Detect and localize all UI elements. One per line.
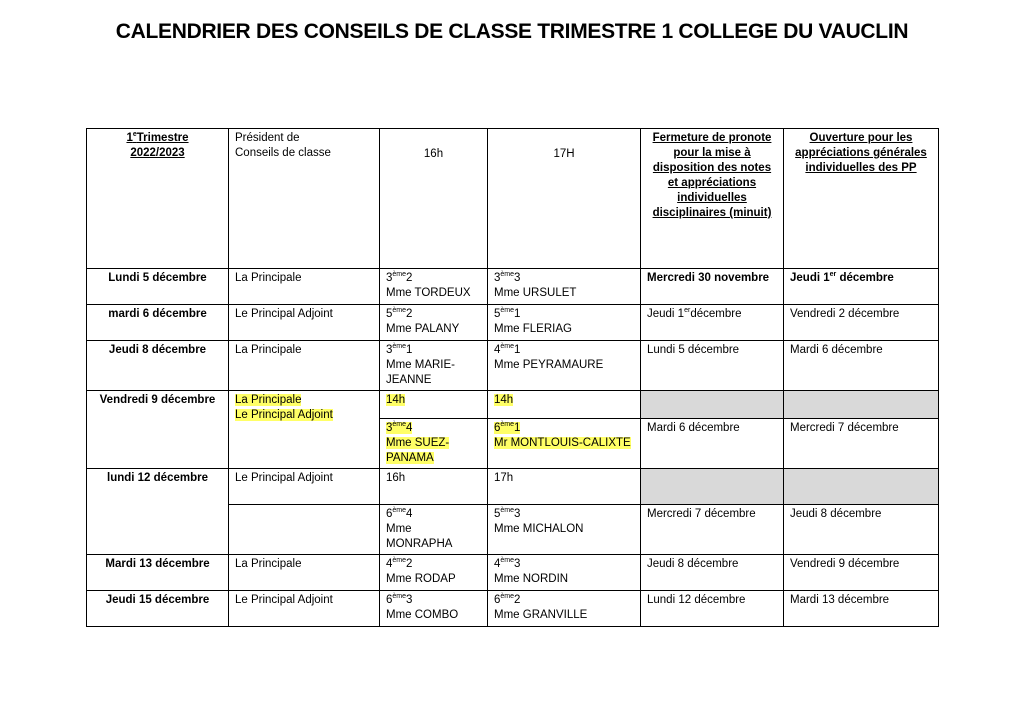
row-fermeture-empty xyxy=(641,391,784,419)
row-day: Vendredi 9 décembre xyxy=(87,391,229,469)
header-16h: 16h xyxy=(380,129,488,269)
table-row xyxy=(87,305,939,341)
row-president: La Principale xyxy=(229,555,380,591)
row-fermeture: Jeudi 1erdécembre xyxy=(641,305,784,341)
row-16h-class: 3ème4 Mme SUEZ-PANAMA xyxy=(380,419,488,469)
row-16h-class: 6ème4 Mme MONRAPHA xyxy=(380,505,488,555)
row-16h-class: 5ème2 Mme PALANY xyxy=(380,305,488,341)
row-fermeture: Mercredi 7 décembre xyxy=(641,505,784,555)
row-16h-class: 3ème2 Mme TORDEUX xyxy=(380,269,488,305)
row-fermeture: Jeudi 8 décembre xyxy=(641,555,784,591)
row-day: Jeudi 8 décembre xyxy=(87,341,229,391)
row-ouverture: Jeudi 1er décembre xyxy=(784,269,939,305)
row-fermeture: Lundi 12 décembre xyxy=(641,591,784,627)
row-president-empty xyxy=(229,505,380,555)
table-row xyxy=(87,269,939,305)
row-17h-class: 6ème1 Mr MONTLOUIS-CALIXTE xyxy=(488,419,641,469)
row-17h-class: 5ème1 Mme FLERIAG xyxy=(488,305,641,341)
row-fermeture-empty xyxy=(641,469,784,505)
row-17h-time: 14h xyxy=(488,391,641,419)
page-title: CALENDRIER DES CONSEILS DE CLASSE TRIMESTRE 1 COLLEGE DU VAUCLIN xyxy=(115,20,909,43)
row-day: lundi 12 décembre xyxy=(87,469,229,555)
row-ouverture: Mercredi 7 décembre xyxy=(784,419,939,469)
row-ouverture-empty xyxy=(784,469,939,505)
row-ouverture: Vendredi 9 décembre xyxy=(784,555,939,591)
table-row xyxy=(87,591,939,627)
table-row xyxy=(87,391,939,419)
table-row xyxy=(87,341,939,391)
row-president: Le Principal Adjoint xyxy=(229,305,380,341)
row-17h-class: 3ème3 Mme URSULET xyxy=(488,269,641,305)
table-header-row xyxy=(87,129,939,269)
row-ouverture-empty xyxy=(784,391,939,419)
row-fermeture: Lundi 5 décembre xyxy=(641,341,784,391)
row-17h-class: 6ème2 Mme GRANVILLE xyxy=(488,591,641,627)
row-day: Jeudi 15 décembre xyxy=(87,591,229,627)
row-16h-class: 4ème2 Mme RODAP xyxy=(380,555,488,591)
row-16h-time: 16h xyxy=(380,469,488,505)
row-president: La Principale xyxy=(229,269,380,305)
row-ouverture: Mardi 6 décembre xyxy=(784,341,939,391)
row-17h-class: 5ème3 Mme MICHALON xyxy=(488,505,641,555)
row-16h-class: 3ème1 Mme MARIE-JEANNE xyxy=(380,341,488,391)
row-fermeture: Mardi 6 décembre xyxy=(641,419,784,469)
header-trimestre: 1eTrimestre 2022/2023 xyxy=(87,129,229,269)
row-16h-time: 14h xyxy=(380,391,488,419)
header-fermeture: Fermeture de pronote pour la mise à disposition des notes et appréciations individuelles disciplinaires (minuit) xyxy=(641,129,784,269)
row-president: La Principale Le Principal Adjoint xyxy=(229,391,380,469)
header-president: Président de Conseils de classe xyxy=(229,129,380,269)
row-day: Lundi 5 décembre xyxy=(87,269,229,305)
row-16h-class: 6ème3 Mme COMBO xyxy=(380,591,488,627)
row-17h-time: 17h xyxy=(488,469,641,505)
row-fermeture: Mercredi 30 novembre xyxy=(641,269,784,305)
row-17h-class: 4ème3 Mme NORDIN xyxy=(488,555,641,591)
row-president: Le Principal Adjoint xyxy=(229,469,380,505)
row-day: mardi 6 décembre xyxy=(87,305,229,341)
row-17h-class: 4ème1 Mme PEYRAMAURE xyxy=(488,341,641,391)
table-row xyxy=(87,469,939,505)
row-president: La Principale xyxy=(229,341,380,391)
row-day: Mardi 13 décembre xyxy=(87,555,229,591)
header-17h: 17H xyxy=(488,129,641,269)
table-row xyxy=(87,555,939,591)
row-ouverture: Mardi 13 décembre xyxy=(784,591,939,627)
schedule-table xyxy=(86,128,939,627)
row-ouverture: Jeudi 8 décembre xyxy=(784,505,939,555)
header-ouverture: Ouverture pour les appréciations générales individuelles des PP xyxy=(784,129,939,269)
row-president: Le Principal Adjoint xyxy=(229,591,380,627)
row-ouverture: Vendredi 2 décembre xyxy=(784,305,939,341)
